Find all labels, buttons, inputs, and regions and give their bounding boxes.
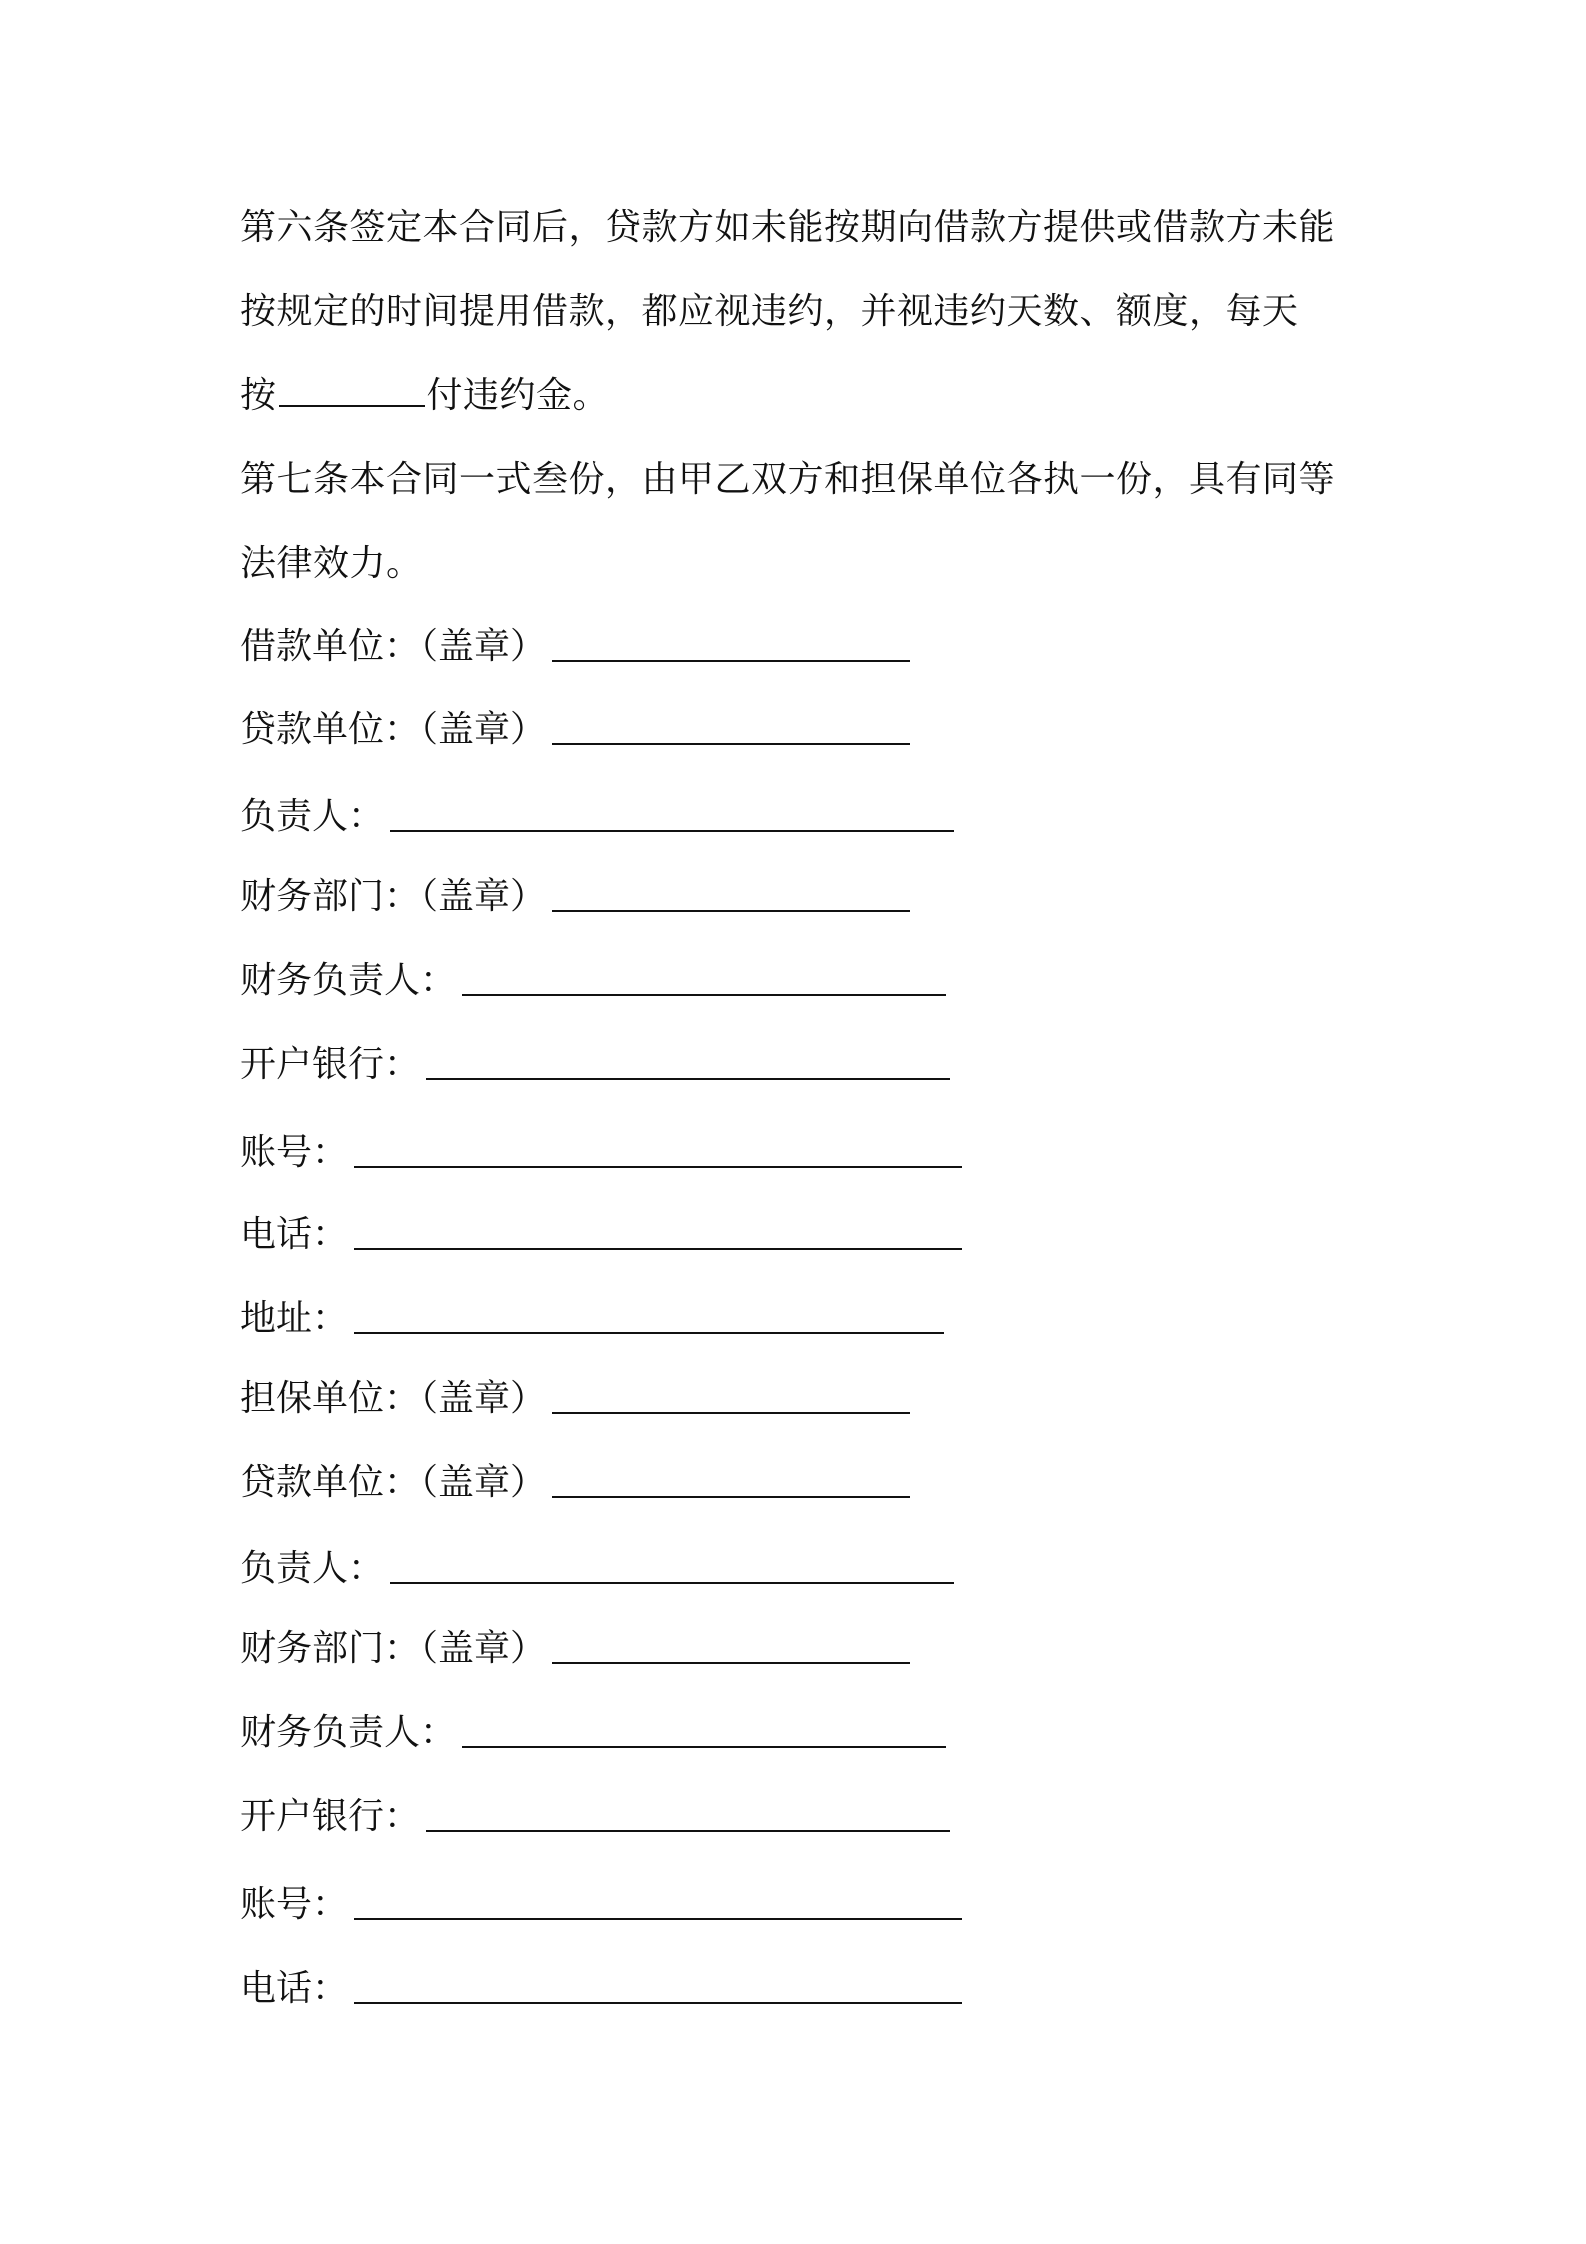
field-blank[interactable] <box>462 1710 946 1748</box>
field-label: 负责人： <box>240 1548 385 1589</box>
field-blank[interactable] <box>552 624 910 662</box>
article-6 <box>240 186 1360 438</box>
article-7-line-1: 第七条本合同一式叁份，由甲乙双方和担保单位各执一份，具有同等 <box>240 459 1336 500</box>
article-7-line-2: 法律效力。 <box>240 543 423 584</box>
field-blank[interactable] <box>354 1966 962 2004</box>
article-6-line-2: 按规定的时间提用借款，都应视违约，并视违约天数、额度，每天 <box>240 291 1299 332</box>
field-label: 借款单位：（盖章） <box>240 626 547 667</box>
field-finance-manager-2 <box>240 1706 946 1754</box>
field-label: 财务负责人： <box>240 960 457 1001</box>
article-6-line-3-prefix: 按 <box>240 375 277 416</box>
field-label: 财务负责人： <box>240 1712 457 1753</box>
article-7 <box>240 438 1360 606</box>
field-label: 财务部门：（盖章） <box>240 1628 547 1669</box>
field-label: 开户银行： <box>240 1796 421 1837</box>
field-account-2 <box>240 1878 962 1926</box>
field-label: 财务部门：（盖章） <box>240 876 547 917</box>
field-responsible-person-2 <box>240 1542 954 1590</box>
field-blank[interactable] <box>354 1296 944 1334</box>
article-6-line-3 <box>240 354 1360 438</box>
field-blank[interactable] <box>552 1626 910 1664</box>
field-account <box>240 1126 962 1174</box>
field-guarantor-unit <box>240 1372 910 1420</box>
field-blank[interactable] <box>552 707 910 745</box>
field-finance-dept-2 <box>240 1622 910 1670</box>
field-phone-2 <box>240 1962 962 2010</box>
field-address <box>240 1292 944 1340</box>
field-blank[interactable] <box>552 1460 910 1498</box>
article-6-line-1: 第六条签定本合同后，贷款方如未能按期向借款方提供或借款方未能 <box>240 207 1336 248</box>
field-bank-2 <box>240 1790 950 1838</box>
field-blank[interactable] <box>426 1042 950 1080</box>
field-borrower-unit <box>240 620 910 668</box>
penalty-rate-blank[interactable] <box>279 373 425 407</box>
field-label: 贷款单位：（盖章） <box>240 709 547 750</box>
field-label: 账号： <box>240 1132 349 1173</box>
field-blank[interactable] <box>552 874 910 912</box>
field-blank[interactable] <box>354 1882 962 1920</box>
field-lender-unit-2 <box>240 1456 910 1504</box>
field-label: 电话： <box>240 1968 349 2009</box>
field-label: 地址： <box>240 1298 349 1339</box>
field-blank[interactable] <box>354 1212 962 1250</box>
field-label: 电话： <box>240 1214 349 1255</box>
field-blank[interactable] <box>552 1376 910 1414</box>
field-bank <box>240 1038 950 1086</box>
field-blank[interactable] <box>390 794 954 832</box>
field-blank[interactable] <box>354 1130 962 1168</box>
field-blank[interactable] <box>390 1546 954 1584</box>
field-label: 负责人： <box>240 796 385 837</box>
field-finance-dept <box>240 870 910 918</box>
field-lender-unit <box>240 703 910 751</box>
field-label: 担保单位：（盖章） <box>240 1378 547 1419</box>
field-phone <box>240 1208 962 1256</box>
field-label: 贷款单位：（盖章） <box>240 1462 547 1503</box>
field-finance-manager <box>240 954 946 1002</box>
field-label: 账号： <box>240 1884 349 1925</box>
field-label: 开户银行： <box>240 1044 421 1085</box>
article-6-line-3-suffix: 付违约金。 <box>426 375 610 416</box>
field-responsible-person <box>240 790 954 838</box>
field-blank[interactable] <box>426 1794 950 1832</box>
field-blank[interactable] <box>462 958 946 996</box>
